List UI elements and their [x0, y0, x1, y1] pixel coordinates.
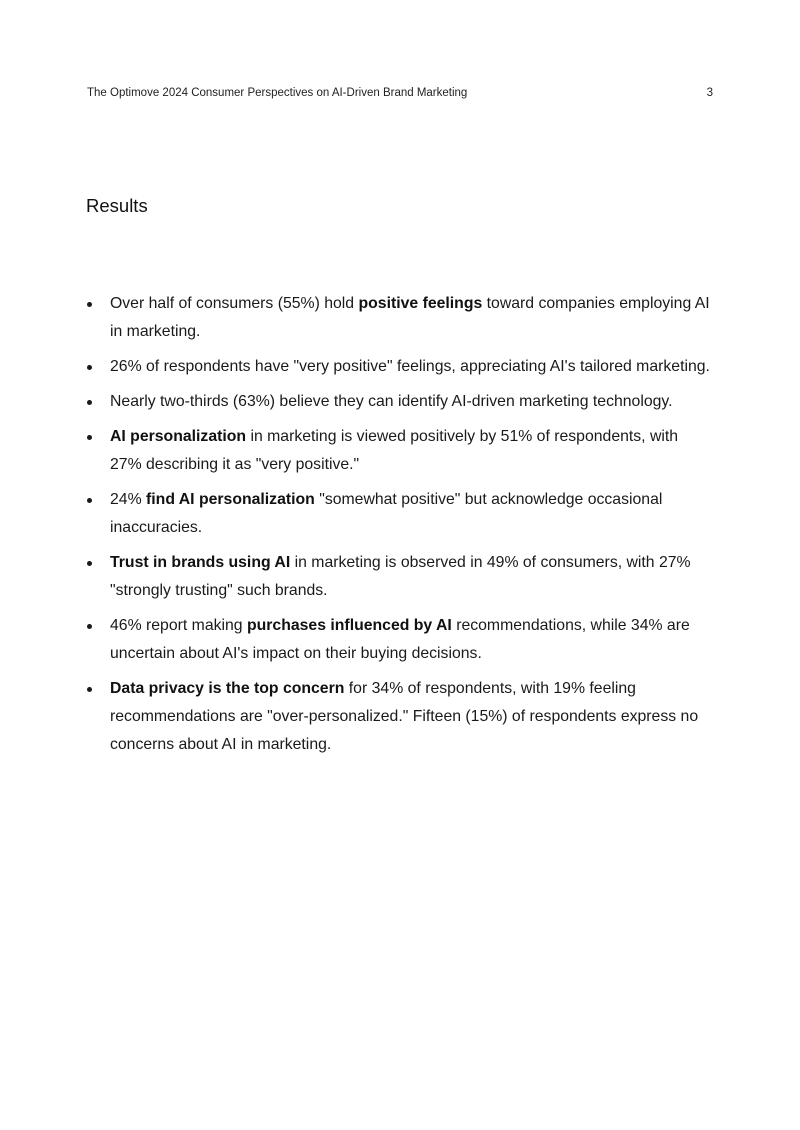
bullet-icon [87, 400, 92, 405]
item-text-cont: for 34% of respondents, with 19% feeling recommendations are "over-personalized." Fifteen (15%) of respondents express no concerns about AI in marketing. [110, 680, 699, 753]
item-emphasis: Data privacy is the top concern [110, 680, 345, 697]
section-title: Results [86, 195, 148, 216]
item-emphasis: positive feelings [358, 295, 483, 312]
bullet-icon [87, 498, 92, 503]
item-text-cont: "somewhat positive" but acknowledge occasional inaccuracies. [110, 491, 663, 536]
item-emphasis: Trust in brands using AI [110, 554, 291, 571]
bullet-icon [87, 365, 92, 370]
bullet-icon [87, 687, 92, 692]
list-item [86, 423, 714, 479]
list-item [86, 486, 714, 542]
item-emphasis: find AI personalization [146, 491, 315, 508]
bullet-icon [87, 435, 92, 440]
item-emphasis: purchases influenced by AI [246, 617, 452, 634]
page-number: 3 [706, 87, 713, 99]
item-text: 26% of respondents have "very positive" feelings, appreciating AI's tailored marketing. [110, 358, 710, 375]
item-text: Nearly two-thirds (63%) believe they can identify AI-driven marketing technology. [110, 393, 673, 410]
results-list [86, 290, 714, 766]
page-header [87, 85, 713, 101]
list-item [86, 549, 714, 605]
item-text-cont: in marketing is observed in 49% of consumers, with 27% "strongly trusting" such brands. [110, 554, 691, 599]
item-text: 46% report making [110, 617, 247, 634]
item-text: Over half of consumers (55%) hold [110, 295, 359, 312]
list-item [86, 388, 714, 416]
list-item [86, 612, 714, 668]
bullet-icon [87, 561, 92, 566]
bullet-icon [87, 302, 92, 307]
document-title: The Optimove 2024 Consumer Perspectives on AI-Driven Brand Marketing [87, 87, 468, 99]
item-text: 24% [110, 491, 147, 508]
bullet-icon [87, 624, 92, 629]
item-text-cont: toward companies employing AI in marketing. [110, 295, 710, 340]
item-emphasis: AI personalization [110, 428, 247, 445]
item-text-cont: recommendations, while 34% are uncertain about AI's impact on their buying decisions. [110, 617, 690, 662]
item-text-cont: in marketing is viewed positively by 51% of respondents, with 27% describing it as "very positive." [110, 428, 679, 473]
list-item [86, 290, 714, 346]
list-item [86, 675, 714, 759]
list-item [86, 353, 714, 381]
